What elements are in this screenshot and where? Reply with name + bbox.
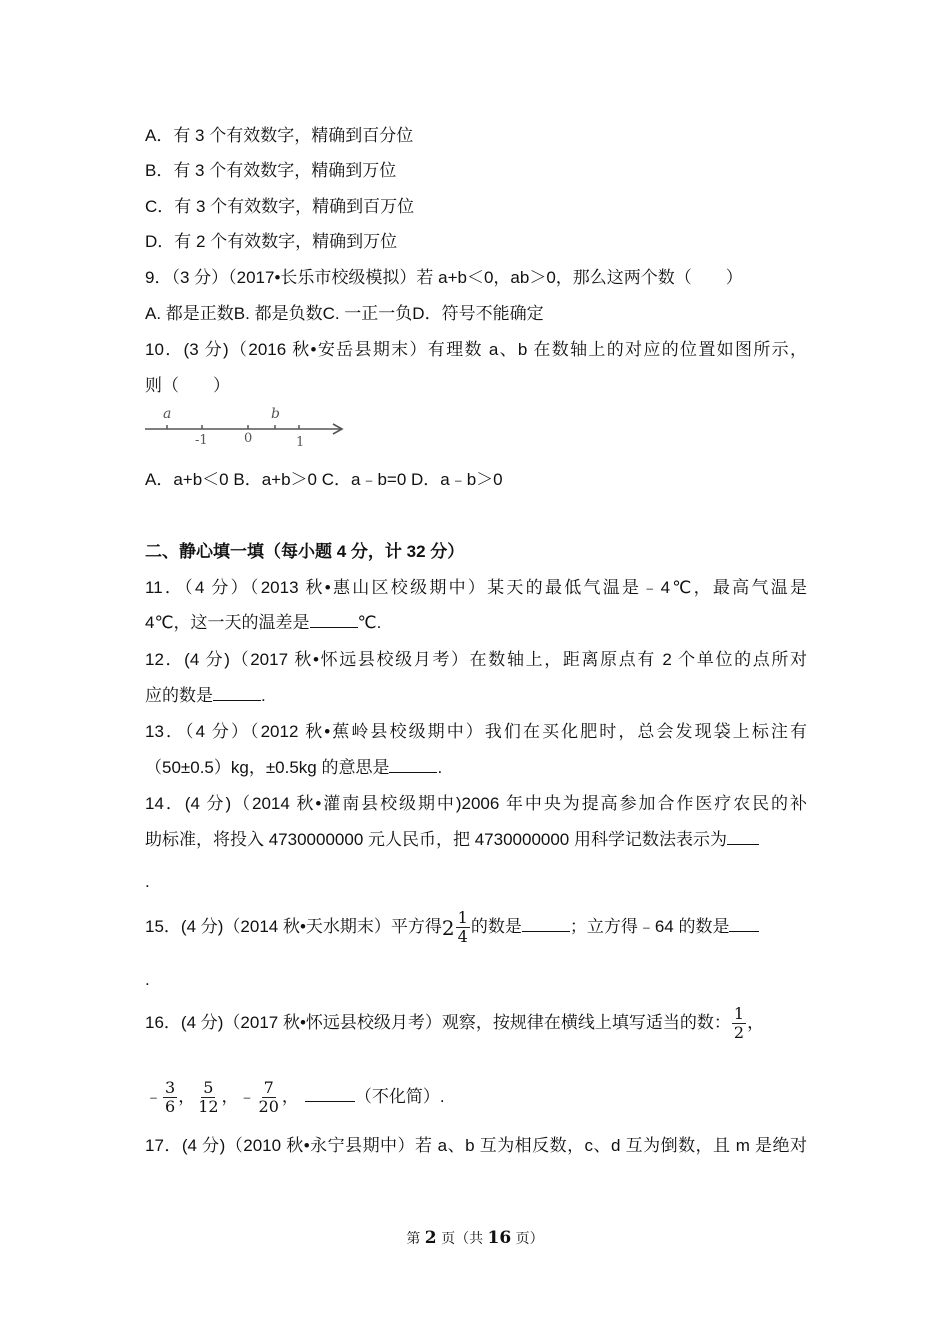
- q10-question-line2: 则（ ）: [145, 376, 230, 395]
- q16-frac1-denominator: 6: [165, 1097, 176, 1117]
- q14-question-line1: 14．(4 分)（2014 秋•灌南县校级期中)2006 年中央为提高参加合作医疗农民的补: [145, 794, 807, 813]
- q15-fraction: [456, 909, 470, 946]
- q15-question-line1: [145, 908, 759, 947]
- q16-frac1-numerator: 3: [165, 1078, 176, 1098]
- q15-text-mid2: ；立方得﹣64 的数是: [569, 917, 730, 936]
- page-footer: [0, 1228, 950, 1248]
- q13-period: .: [437, 758, 443, 777]
- footer-total-pages: 16: [487, 1228, 512, 1248]
- q11-answer-blank[interactable]: [310, 611, 358, 628]
- q13-question-line2: [145, 756, 442, 780]
- q16-tail: （不化简）.: [354, 1087, 445, 1106]
- point-b-label: b: [271, 406, 280, 422]
- q16-first-numerator: 1: [733, 1004, 745, 1024]
- q15-text-mid: 的数是: [470, 917, 522, 936]
- q16-fraction-1: [163, 1079, 177, 1116]
- q11-text: 4℃，这一天的温差是: [145, 613, 310, 632]
- q16-question-line2: [145, 1078, 445, 1116]
- q16-text: 16．(4 分)（2017 秋•怀远县校级月考）观察，按规律在横线上填写适当的数：: [145, 1013, 731, 1032]
- q9-options: A. 都是正数B. 都是负数C. 一正一负D．符号不能确定: [145, 304, 544, 323]
- q16-frac2-numerator: 5: [203, 1078, 214, 1098]
- footer-mid: 页（共: [436, 1231, 488, 1247]
- q8-option-d: D．有 2 个有效数字，精确到万位: [145, 232, 398, 251]
- q16-fraction-2: [196, 1079, 220, 1116]
- q14-answer-blank[interactable]: [727, 828, 759, 845]
- q12-period: .: [261, 686, 266, 705]
- q12-text: 应的数是: [145, 686, 213, 705]
- point-a-label: a: [163, 406, 172, 422]
- q16-frac2-separator: ，: [221, 1087, 239, 1106]
- q16-frac3-sign: ﹣: [238, 1087, 256, 1106]
- q14-text: 助标准，将投入 4730000000 元人民币，把 4730000000 用科学记数法表示为: [145, 830, 727, 849]
- footer-page-number: 2: [424, 1228, 437, 1248]
- footer-pre: 第: [406, 1231, 425, 1247]
- q16-frac1-separator: ，: [178, 1087, 196, 1106]
- q17-question-line1: 17．(4 分)（2010 秋•永宁县期中）若 a、b 互为相反数，c、d 互为倒数，且 m 是绝对: [145, 1136, 807, 1155]
- q16-frac2-denominator: 12: [198, 1097, 219, 1117]
- q15-question-line2: .: [145, 970, 150, 989]
- q16-frac1-sign: ﹣: [145, 1087, 162, 1106]
- q9-question: 9．（3 分）（2017•长乐市校级模拟）若 a+b＜0，ab＞0，那么这两个数（ ）: [145, 268, 743, 287]
- q12-question-line1: 12．(4 分)（2017 秋•怀远县校级月考）在数轴上，距离原点有 2 个单位的点所对: [145, 650, 807, 669]
- section2-heading: 二、静心填一填（每小题 4 分，计 32 分）: [145, 542, 465, 561]
- q16-first-denominator: 2: [733, 1023, 745, 1043]
- q14-question-line2: [145, 828, 759, 852]
- q11-unit: ℃.: [357, 613, 382, 632]
- q13-answer-blank[interactable]: [389, 756, 437, 773]
- q10-options: A．a+b＜0 B．a+b＞0 C．a﹣b=0 D．a﹣b＞0: [145, 470, 503, 489]
- q11-question-line2: [145, 611, 381, 635]
- q8-option-c: C．有 3 个有效数字，精确到百万位: [145, 197, 415, 216]
- q12-question-line2: [145, 684, 266, 708]
- q13-question-line1: 13．（4 分）（2012 秋•蕉岭县校级期中）我们在买化肥时，总会发现袋上标注有: [145, 722, 807, 741]
- q16-fraction-3: [257, 1079, 281, 1116]
- q16-frac3-denominator: 20: [258, 1097, 279, 1117]
- tick-label-minus-1: -1: [195, 433, 208, 448]
- tick-label-0: 0: [244, 431, 253, 446]
- tick-label-1: 1: [296, 435, 305, 448]
- q13-text: （50±0.5）kg，±0.5kg 的意思是: [145, 758, 390, 777]
- q15-answer-blank-2[interactable]: [729, 915, 759, 932]
- q11-question-line1: 11．（4 分）（2013 秋•惠山区校级期中）某天的最低气温是﹣4℃，最高气温是: [145, 578, 807, 597]
- q15-numerator: 1: [457, 908, 468, 928]
- q16-answer-blank[interactable]: [305, 1085, 355, 1102]
- q8-option-a: A．有 3 个有效数字，精确到百分位: [145, 126, 414, 145]
- q16-frac3-separator: ，: [281, 1087, 299, 1106]
- q16-first-separator: ，: [747, 1013, 765, 1032]
- q16-frac3-numerator: 7: [263, 1078, 274, 1098]
- q16-first-fraction: [732, 1005, 746, 1042]
- q8-option-b: B．有 3 个有效数字，精确到万位: [145, 161, 397, 180]
- q14-question-line3: .: [145, 872, 150, 891]
- q10-question-line1: 10．(3 分)（2016 秋•安岳县期末）有理数 a、b 在数轴上的对应的位置如图所示，: [145, 340, 807, 359]
- q10-number-line-figure: [145, 402, 350, 448]
- footer-post: 页）: [511, 1231, 544, 1247]
- q15-answer-blank-1[interactable]: [522, 915, 570, 932]
- q12-answer-blank[interactable]: [213, 684, 261, 701]
- q15-whole: 2: [441, 915, 455, 940]
- q15-denominator: 4: [457, 927, 468, 947]
- q15-text: 15．(4 分)（2014 秋•天水期末）平方得: [145, 917, 442, 936]
- q15-mixed-number: [442, 909, 471, 947]
- q16-question-line1: [145, 1004, 764, 1042]
